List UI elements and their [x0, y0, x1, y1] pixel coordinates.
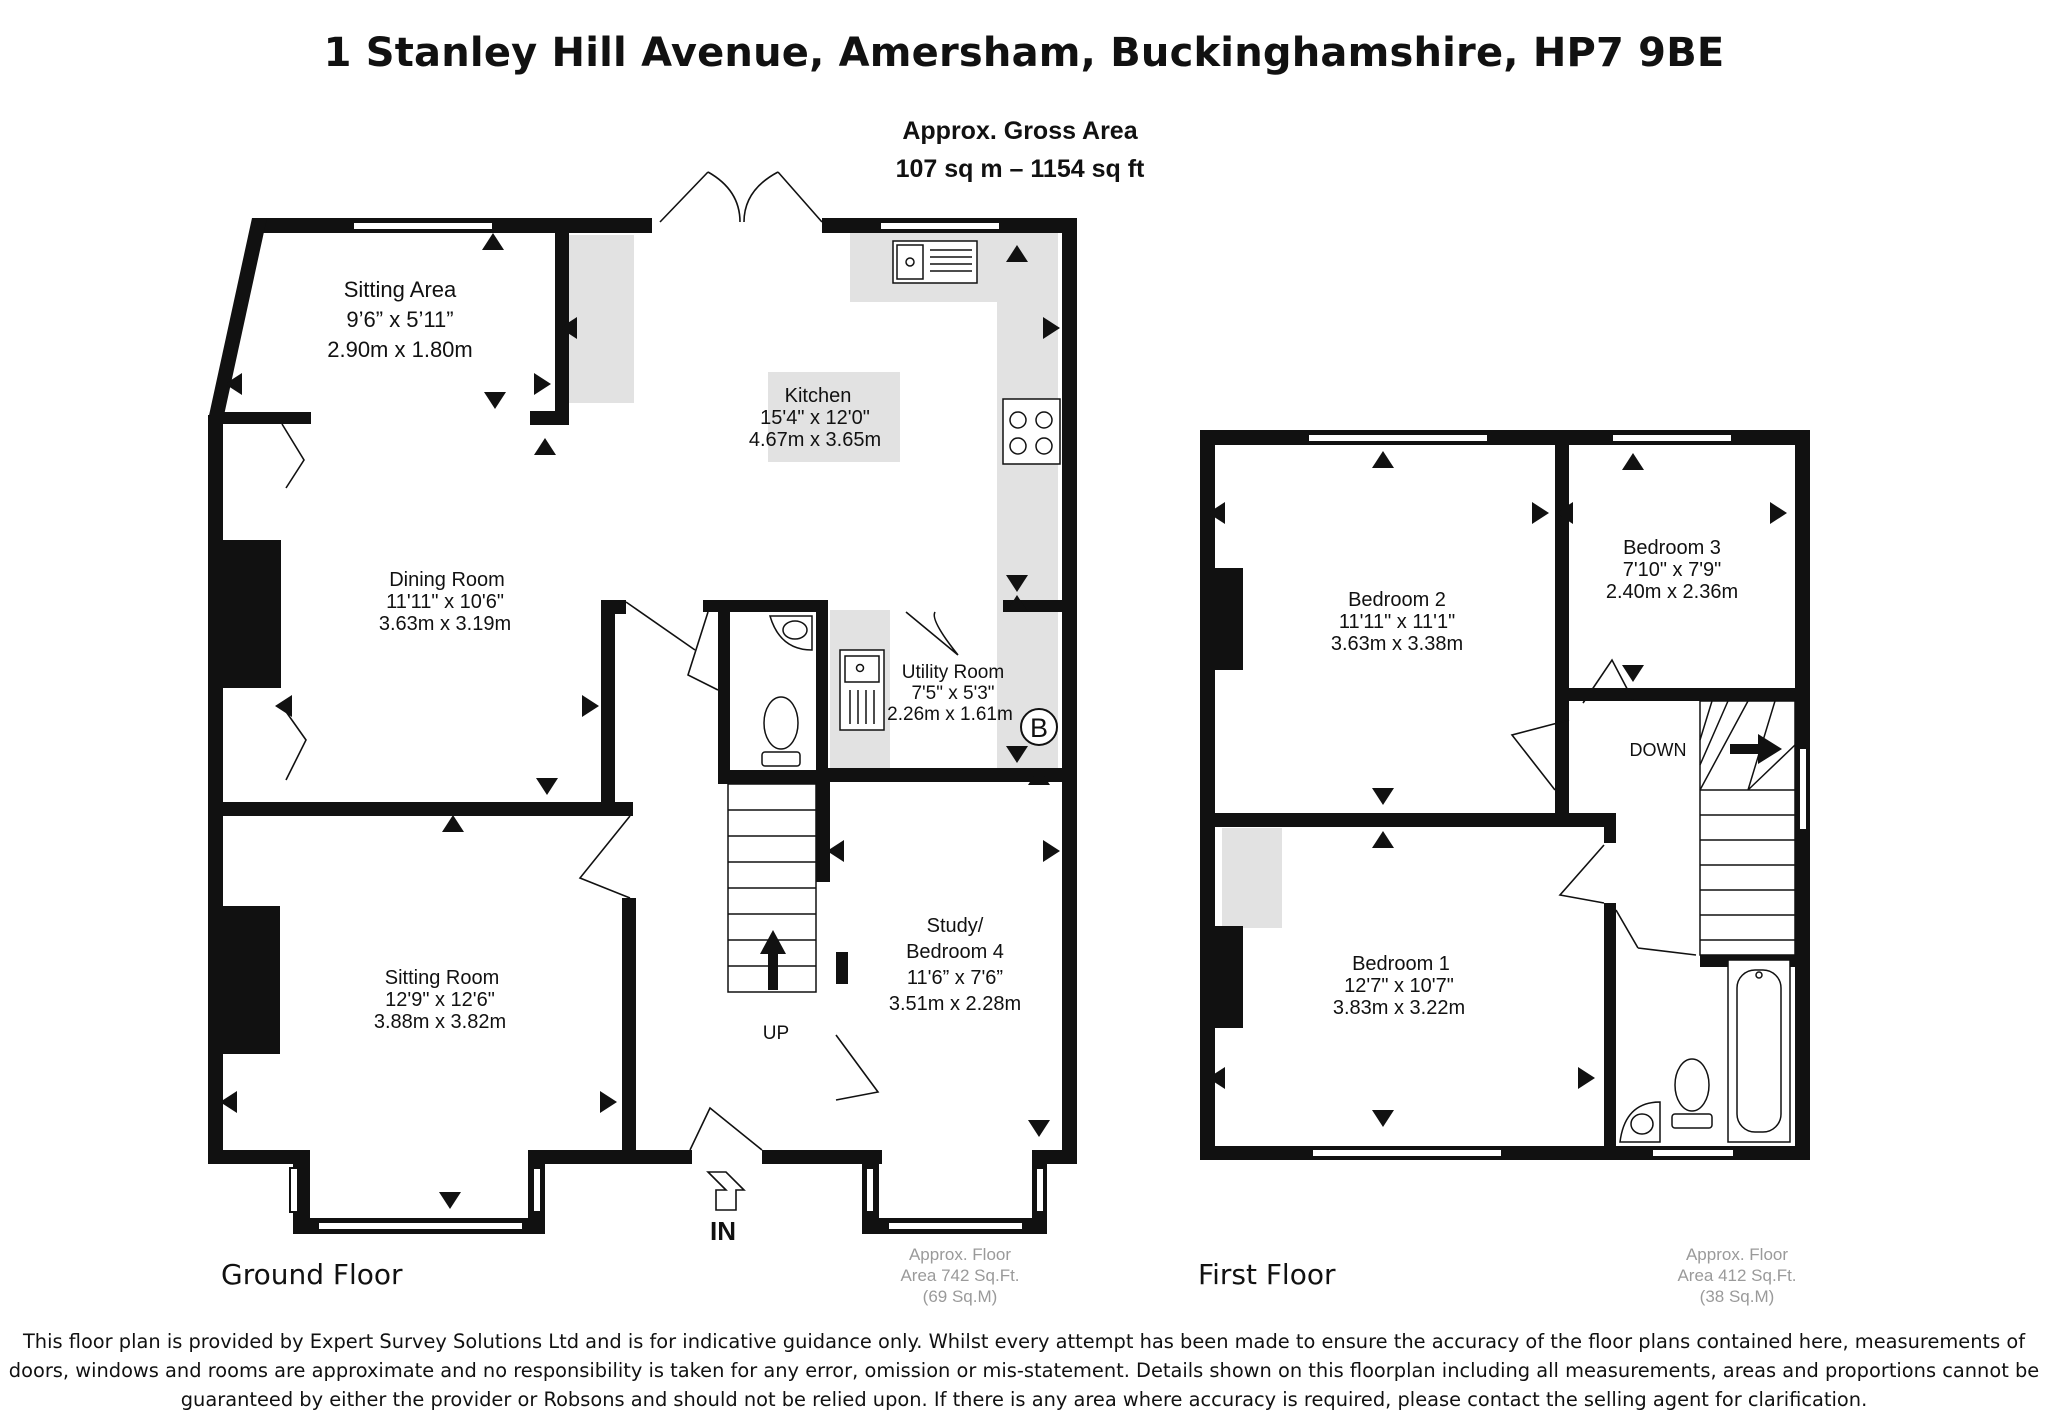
svg-text:Bedroom 1: Bedroom 1: [1352, 953, 1450, 975]
ground-floor-walls: [208, 218, 1077, 1234]
ground-floor-windows: [290, 222, 1044, 1230]
svg-text:12'7" x 10'7": 12'7" x 10'7": [1344, 975, 1454, 997]
svg-text:11'6” x 7'6”: 11'6” x 7'6”: [906, 967, 1004, 989]
first-floor-plan: [1200, 430, 1810, 1160]
room-dining-room-label: [379, 569, 511, 635]
first-floor-fittings: [1222, 828, 1282, 928]
gross-area-value: 107 sq m – 1154 sq ft: [895, 155, 1145, 183]
kitchen-worktops: [568, 232, 1278, 918]
first-floor-area-note: Approx. Floor Area 412 Sq.Ft. (38 Sq.M): [1677, 1245, 1797, 1306]
page-title: 1 Stanley Hill Avenue, Amersham, Buckinghamshire, HP7 9BE: [323, 30, 1725, 76]
room-study-label: [889, 915, 1021, 1015]
room-bedroom-2-label: [1331, 589, 1463, 655]
svg-text:Kitchen: Kitchen: [784, 385, 852, 407]
utility-sink-icon: [840, 650, 884, 730]
svg-text:4.67m x 3.65m: 4.67m x 3.65m: [748, 429, 882, 451]
kitchen-sink-icon: [893, 241, 977, 283]
svg-text:Study/: Study/: [926, 915, 984, 937]
svg-text:3.88m x 3.82m: 3.88m x 3.82m: [373, 1011, 507, 1033]
svg-text:3.63m x 3.38m: 3.63m x 3.38m: [1330, 633, 1464, 655]
svg-text:9’6” x 5’11”: 9’6” x 5’11”: [346, 307, 454, 332]
first-floor-label: First Floor: [1198, 1258, 1336, 1291]
svg-text:3.51m x 2.28m: 3.51m x 2.28m: [888, 993, 1022, 1015]
boiler-label: B: [1029, 713, 1049, 743]
room-bedroom-1-label: [1333, 953, 1465, 1019]
stairs-down-label: DOWN: [1629, 740, 1687, 760]
room-sitting-room-label: [374, 967, 506, 1033]
svg-text:2.26m x 1.61m: 2.26m x 1.61m: [887, 704, 1013, 725]
ground-floor-label: Ground Floor: [221, 1258, 403, 1291]
ground-floor-plan: [208, 172, 1278, 1246]
disclaimer: This floor plan is provided by Expert Survey Solutions Ltd and is for indicative guidance only. Whilst every attempt has been made to ensure the accuracy of the floor plans contained here, measurements of doors, windows and rooms are approximate and no responsibility is taken for any error, omission or mis-statement. Details shown on this floorplan including all measurements, areas and proportions cannot be guaranteed by either the provider or Robsons and should not be relied upon. If there is any area where accuracy is required, please contact the selling agent for clarification.: [8, 1330, 2040, 1411]
entrance-arrow-icon: [708, 1172, 744, 1210]
first-basin-icon: [1620, 1102, 1660, 1142]
svg-text:Sitting Area: Sitting Area: [343, 277, 457, 302]
svg-text:11'11" x 11'1": 11'11" x 11'1": [1338, 611, 1456, 633]
toilet-icon: [762, 697, 800, 766]
svg-text:Dining Room: Dining Room: [389, 569, 505, 591]
svg-text:Bedroom 3: Bedroom 3: [1623, 537, 1721, 559]
svg-text:3.63m x 3.19m: 3.63m x 3.19m: [378, 613, 512, 635]
svg-text:12'9" x 12'6": 12'9" x 12'6": [385, 989, 495, 1011]
svg-text:Sitting Room: Sitting Room: [384, 967, 500, 989]
room-bedroom-3-label: [1606, 537, 1738, 603]
svg-text:15'4" x 12'0": 15'4" x 12'0": [760, 407, 870, 429]
svg-text:Bedroom 2: Bedroom 2: [1348, 589, 1446, 611]
basin-icon: [770, 616, 812, 650]
bath-icon: [1728, 960, 1790, 1142]
svg-text:Utility Room: Utility Room: [901, 662, 1005, 683]
svg-text:11'11" x 10'6": 11'11" x 10'6": [386, 591, 504, 613]
hob-icon: [1003, 399, 1060, 464]
boiler-icon: [1021, 709, 1057, 745]
svg-text:7'5" x 5'3": 7'5" x 5'3": [911, 683, 995, 704]
entrance-label: IN: [710, 1216, 736, 1246]
svg-text:3.83m x 3.22m: 3.83m x 3.22m: [1332, 997, 1466, 1019]
svg-text:7'10" x 7'9": 7'10" x 7'9": [1622, 559, 1722, 581]
stairs-up-label: UP: [762, 1023, 790, 1044]
svg-text:2.40m x 2.36m: 2.40m x 2.36m: [1605, 581, 1739, 603]
ground-floor-area-note: Approx. Floor Area 742 Sq.Ft. (69 Sq.M): [900, 1245, 1020, 1306]
room-utility-room-label: [887, 662, 1013, 725]
first-staircase: [1700, 701, 1795, 955]
svg-text:Bedroom 4: Bedroom 4: [906, 941, 1004, 963]
gross-area-label: Approx. Gross Area: [902, 117, 1138, 145]
first-toilet-icon: [1672, 1059, 1712, 1128]
room-sitting-area-label: [327, 277, 473, 362]
svg-text:2.90m x 1.80m: 2.90m x 1.80m: [327, 337, 473, 362]
